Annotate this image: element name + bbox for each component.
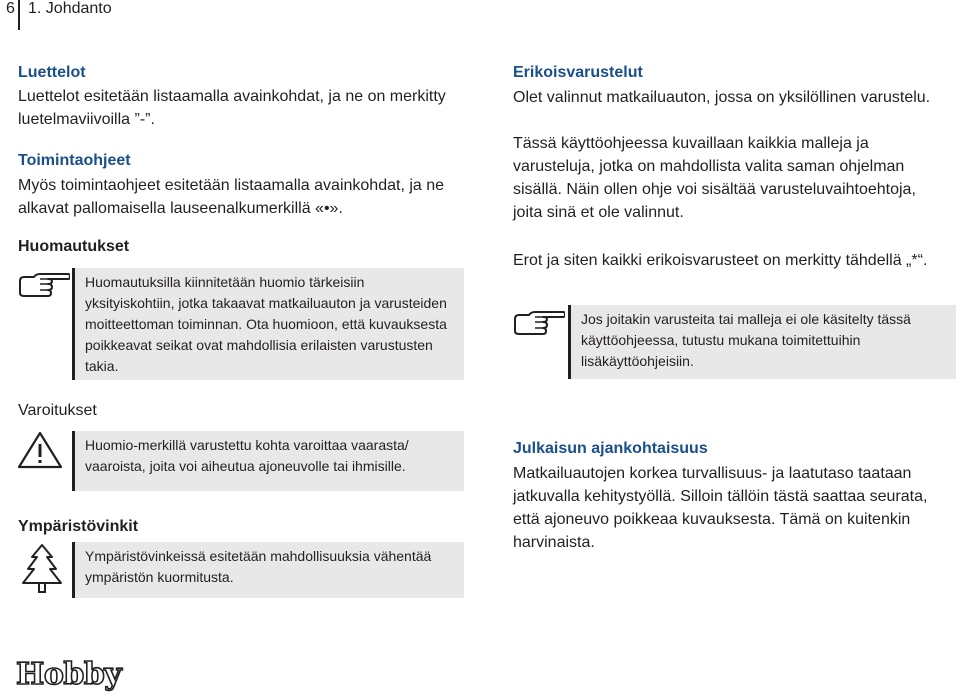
special-box-text: Jos joitakin varusteita tai malleja ei ole käsitelty tässä käyttöohjeessa, tutustu mukana toimitettuihin lisäkäyttöohjeisiin. xyxy=(581,311,911,369)
warnings-heading: Varoitukset xyxy=(18,402,97,419)
special-text-1: Olet valinnut matkailuauton, jossa on yksilöllinen varustelu. xyxy=(513,89,931,106)
notes-heading: Huomautukset xyxy=(18,238,130,255)
environment-heading: Ympäristövinkit xyxy=(18,518,139,535)
pointing-hand-icon xyxy=(18,268,70,298)
pointing-hand-icon xyxy=(513,306,565,336)
warnings-box-text: Huomio-merkillä varustettu kohta varoittaa vaarasta/ vaaroista, joita voi aiheutua ajoneuvolle tai ihmisille. xyxy=(85,437,409,474)
instructions-text: Myös toimintaohjeet esitetään listaamalla avainkohdat, ja ne alkavat pallomaisella lauseenalkumerkillä «•». xyxy=(18,177,445,217)
warnings-box xyxy=(72,431,464,491)
special-text-3: Erot ja siten kaikki erikoisvarusteet on merkitty tähdellä „*“. xyxy=(513,252,928,269)
tree-icon xyxy=(20,543,64,595)
warning-triangle-icon xyxy=(16,430,64,470)
page-number: 6 xyxy=(6,0,15,17)
notes-box-text: Huomautuksilla kiinnitetään huomio tärkeisiin yksityiskohtiin, jotka takaavat matkailuauton ja varusteiden moitteettoman toiminnan. Ota huomioon, että kuvauksesta poikkeavat seikat ovat mahdollisia erilaisten varustusten takia. xyxy=(85,274,447,374)
header-divider xyxy=(18,0,20,30)
environment-box xyxy=(72,542,464,598)
environment-box-text: Ympäristövinkeissä esitetään mahdollisuuksia vähentää ympäristön kuormitusta. xyxy=(85,548,432,585)
hobby-logo: Hobby xyxy=(16,657,122,692)
special-box xyxy=(568,305,956,379)
special-heading: Erikoisvarustelut xyxy=(513,64,643,81)
chapter-title: 1. Johdanto xyxy=(28,0,112,17)
instructions-heading: Toimintaohjeet xyxy=(18,152,131,169)
currency-heading: Julkaisun ajankohtaisuus xyxy=(513,440,708,457)
lists-heading: Luettelot xyxy=(18,64,86,81)
special-text-2: Tässä käyttöohjeessa kuvaillaan kaikkia malleja ja varusteluja, jotka on mahdollista valita saman ohjelman sisällä. Näin ollen ohje voi sisältää varusteluvaihtoehtoja, joita sinä et ole valinnut. xyxy=(513,135,916,221)
notes-box xyxy=(72,268,464,380)
currency-text: Matkailuautojen korkea turvallisuus- ja laatutaso taataan jatkuvalla kehitystyöllä. Silloin tällöin tästä saattaa seurata, että ajoneuvo poikkeaa kuvauksesta. Tämä on kuitenkin harvinaista. xyxy=(513,465,928,551)
lists-text: Luettelot esitetään listaamalla avainkohdat, ja ne on merkitty luetelmaviivoilla ”-”. xyxy=(18,88,446,128)
